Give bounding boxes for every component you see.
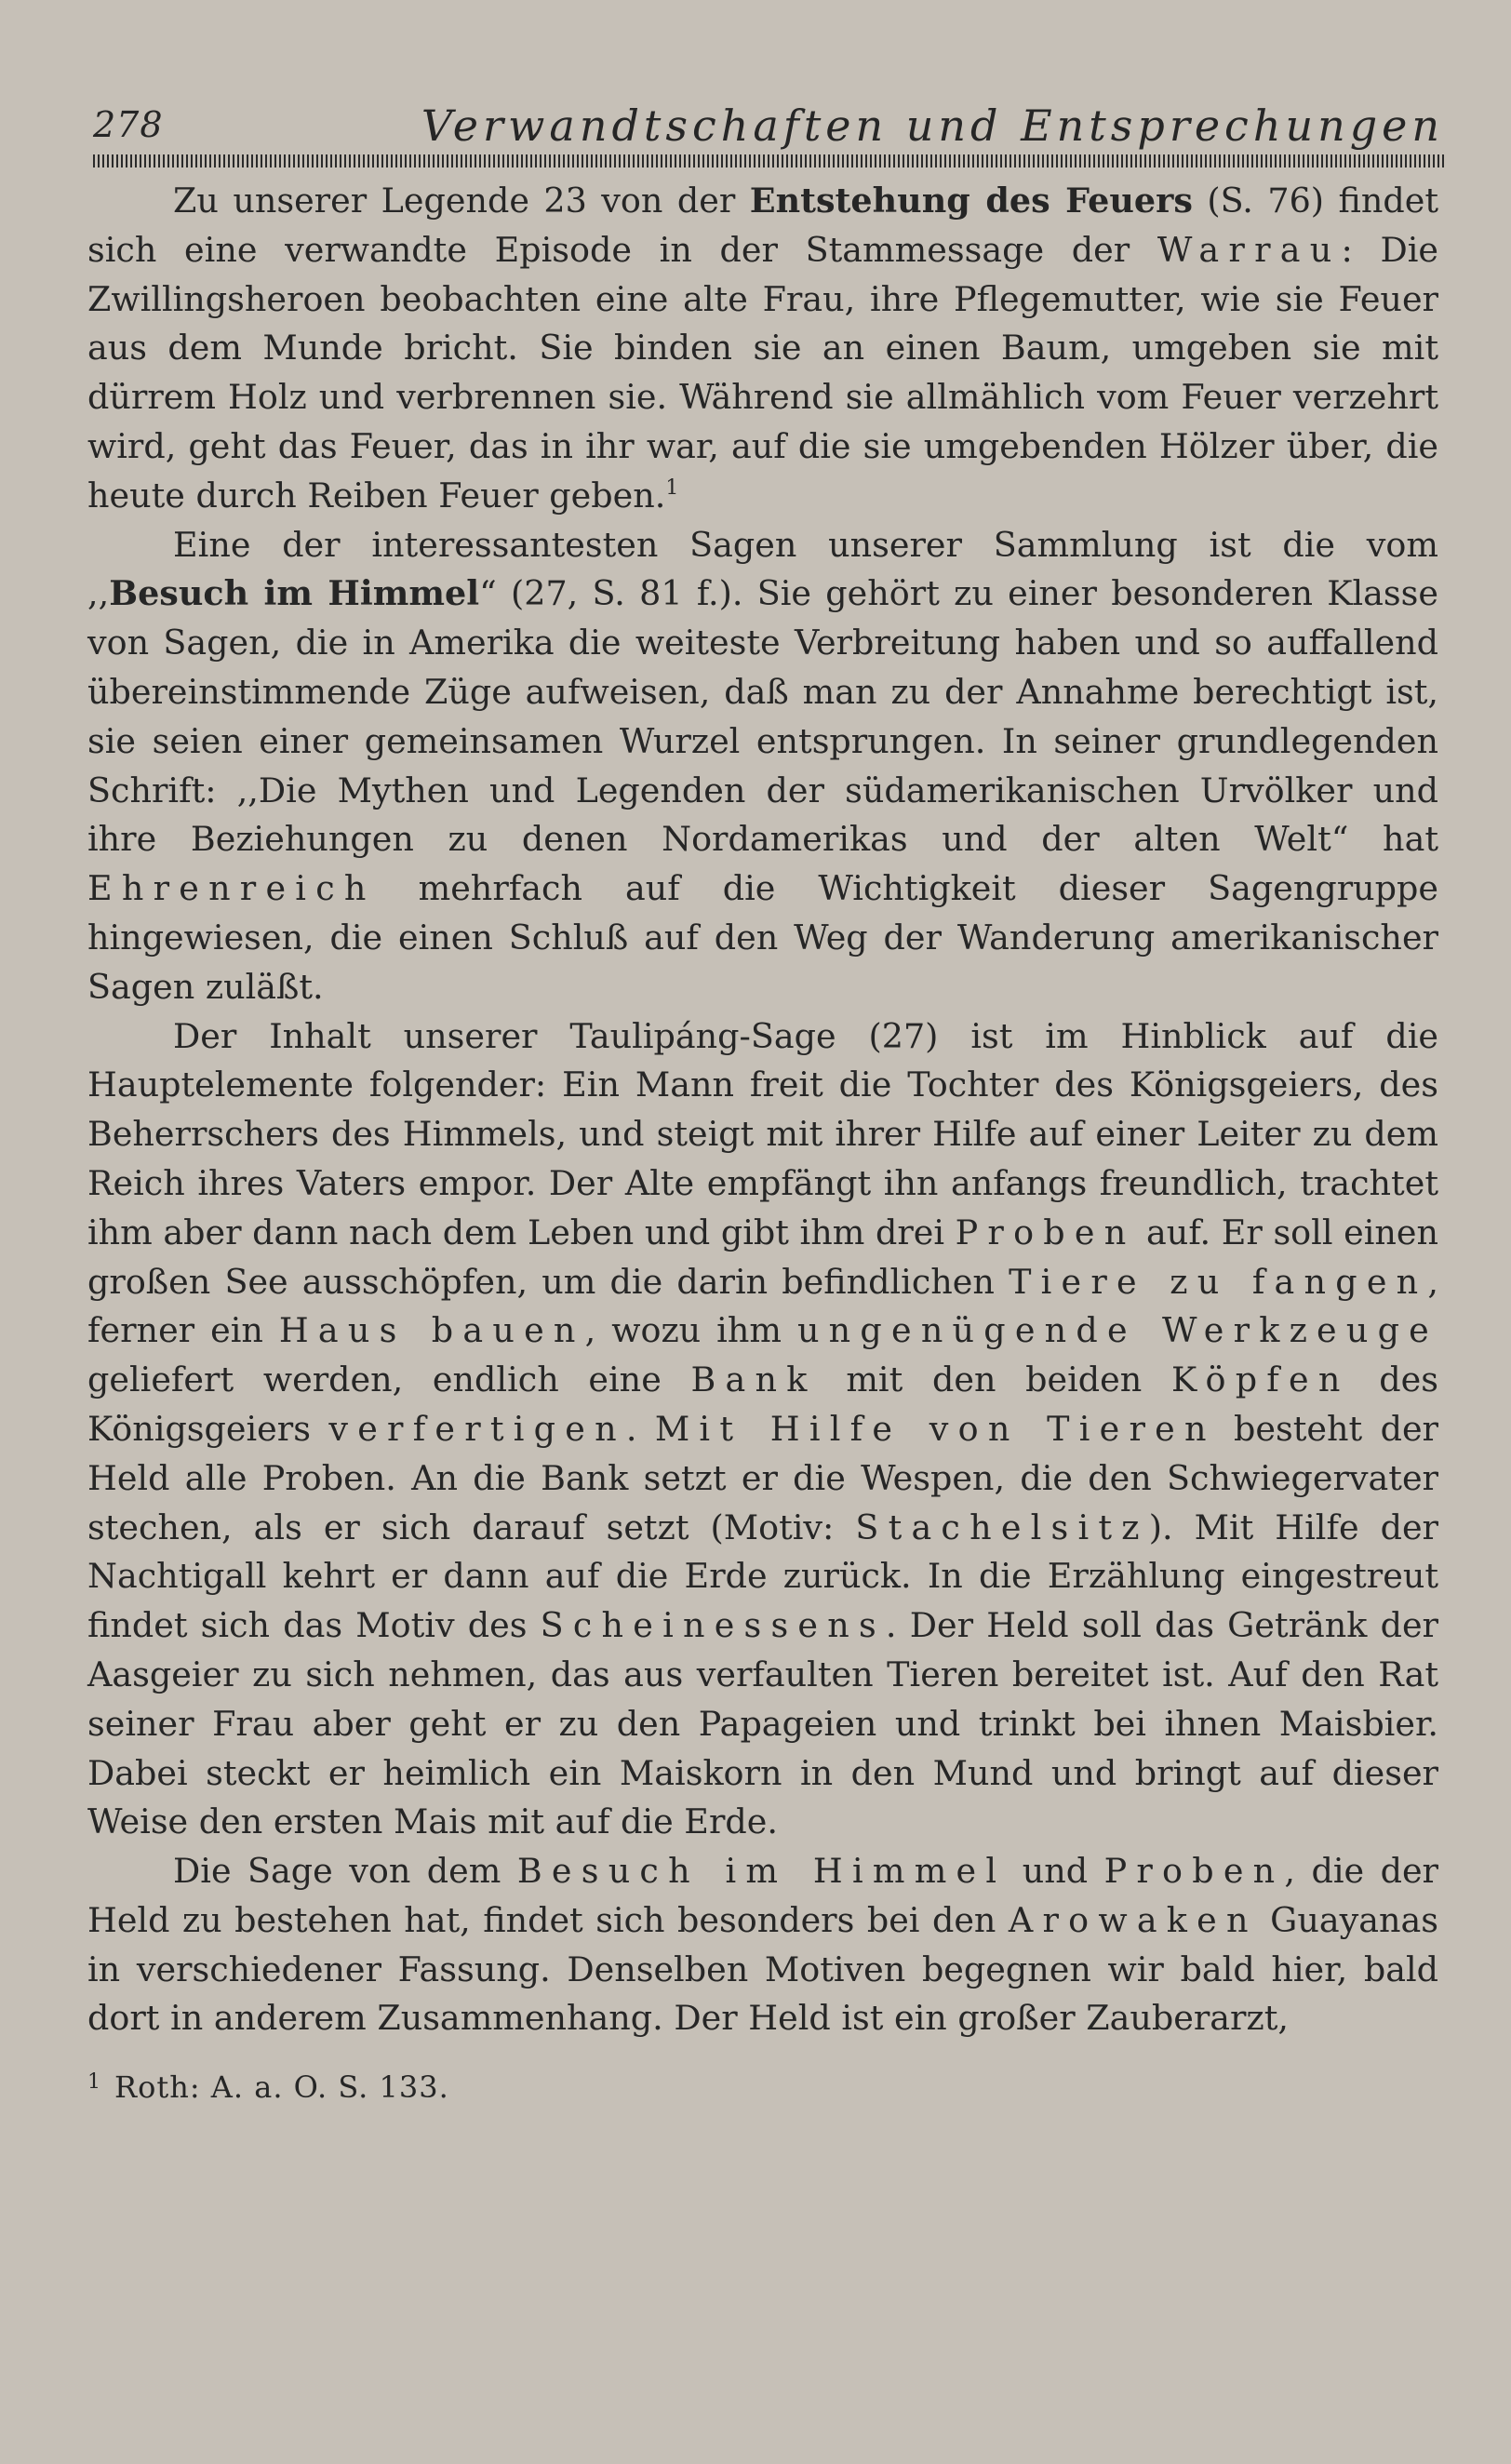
- emphasis-spaced: Bank: [690, 1359, 817, 1400]
- header-rule: [93, 154, 1446, 167]
- page-number: 278: [93, 104, 164, 145]
- footnote-text: Roth: A. a. O. S. 133.: [114, 2069, 449, 2105]
- emphasis-spaced: Mit Hilfe von Tieren: [654, 1408, 1216, 1449]
- emphasis-spaced: Besuch im Himmel: [516, 1851, 1007, 1892]
- emphasis-spaced: Warrau: [1157, 229, 1342, 270]
- paragraph-1: Zu unserer Legende 23 von der Entstehung des Feuers (S. 76) findet sich eine verwandte Episode in der Stammessage der Warrau: Die Zwillingsheroen beobachten eine alte Frau, ihre Pflegemutter, wie sie Feuer aus dem Munde bricht. Sie binden sie an einen Baum, umgeben sie mit dürrem Holz und verbrennen sie. Während sie allmählich vom Feuer verzehrt wird, geht das Feuer, das in ihr war, auf die sie umgebenden Hölzer über, die heute durch Reiben Feuer geben.$^1$: [87, 181, 1438, 516]
- emphasis-spaced: Köpfen: [1171, 1359, 1350, 1400]
- book-page: [87, 100, 1444, 2105]
- running-title: Verwandtschaften und Entsprechungen: [421, 100, 1444, 151]
- emphasis-spaced: Arowaken: [1008, 1899, 1258, 1940]
- footnote-marker: 1: [87, 2070, 101, 2094]
- emphasis-spaced: Stachelsitz: [855, 1507, 1149, 1547]
- body-text: [87, 177, 1438, 2043]
- emphasis-spaced: Haus bauen: [278, 1310, 585, 1351]
- emphasis-bold: Entstehung des Feuers: [749, 181, 1193, 221]
- emphasis-spaced: Scheinessens: [540, 1605, 886, 1646]
- paragraph-2: Eine der interessantesten Sagen unserer Sammlung ist die vom ,,Besuch im Himmel“ (27, S. 81 f.). Sie gehört zu einer besonderen Klasse von Sagen, die in Amerika die weiteste Verbreitung haben und so auffallend übereinstimmende Züge aufweisen, daß man zu der Annahme berechtigt ist, sie seien einer gemeinsamen Wurzel entsprungen. In seiner grundlegenden Schrift: ,,Die Mythen und Legenden der südamerikanischen Urvölker und ihre Beziehungen zu denen Nordamerikas und der alten Welt“ hat Ehrenreich mehrfach auf die Wichtigkeit dieser Sagengruppe hingewiesen, die einen Schluß auf den Weg der Wanderung amerikanischer Sagen zuläßt.: [87, 524, 1438, 1007]
- page-header: [87, 100, 1444, 153]
- paragraph-4: Die Sage von dem Besuch im Himmel und Proben, die der Held zu bestehen hat, findet sich besonders bei den Arowaken Guayanas in verschiedener Fassung. Denselben Motiven begegnen wir bald hier, bald dort in anderem Zusammenhang. Der Held ist ein großer Zauberarzt,: [87, 1851, 1438, 2039]
- paragraph-3: Der Inhalt unserer Taulipáng-Sage (27) ist im Hinblick auf die Hauptelemente folgender: Ein Mann freit die Tochter des Königsgeiers, des Beherrschers des Himmels, und steigt mit ihrer Hilfe auf einer Leiter zu dem Reich ihres Vaters empor. Der Alte empfängt ihn anfangs freundlich, trachtet ihm aber dann nach dem Leben und gibt ihm drei Proben auf. Er soll einen großen See ausschöpfen, um die darin befindlichen Tiere zu fangen, ferner ein Haus bauen, wozu ihm ungenügende Werkzeuge geliefert werden, endlich eine Bank mit den beiden Köpfen des Königsgeiers verfertigen. Mit Hilfe von Tieren besteht der Held alle Proben. An die Bank setzt er die Wespen, die den Schwiegervater stechen, als er sich darauf setzt (Motiv: Stachelsitz). Mit Hilfe der Nachtigall kehrt er dann auf die Erde zurück. In die Erzählung eingestreut findet sich das Motiv des Scheinessens. Der Held soll das Getränk der Aasgeier zu sich nehmen, das aus verfaulten Tieren bereitet ist. Auf den Rat seiner Frau aber geht er zu den Papageien und trinkt bei ihnen Maisbier. Dabei steckt er heimlich ein Maiskorn in den Mund und bringt auf dieser Weise den ersten Mais mit auf die Erde.: [87, 1015, 1439, 1842]
- emphasis-spaced: Tiere zu fangen: [1009, 1261, 1428, 1302]
- footnote-reference[interactable]: 1: [665, 475, 679, 500]
- emphasis-bold: Besuch im Himmel: [109, 573, 480, 614]
- emphasis-spaced: verfertigen: [328, 1408, 626, 1449]
- footnote: [87, 2062, 449, 2108]
- emphasis-spaced: Proben: [955, 1212, 1136, 1252]
- emphasis-spaced: Proben: [1103, 1851, 1285, 1892]
- emphasis-spaced: Ehrenreich: [87, 868, 376, 909]
- emphasis-spaced: ungenügende Werkzeuge: [796, 1310, 1439, 1351]
